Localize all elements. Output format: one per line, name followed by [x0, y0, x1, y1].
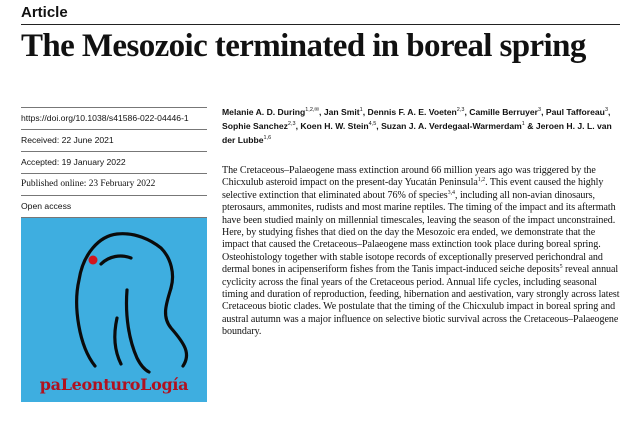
dinosaur-jaw-line: [101, 256, 131, 264]
header-rule: [21, 24, 620, 25]
abstract-text: The Cretaceous–Palaeogene mass extinction around 66 million years ago was triggered by the Chicxulub asteroid impact on the present-day Yucatán Peninsula: [222, 165, 596, 189]
cover-image: [21, 218, 207, 402]
citation-reference[interactable]: 3,4: [447, 189, 456, 196]
dinosaur-tail-line: [115, 318, 121, 364]
author-name[interactable]: Paul Tafforeau: [545, 107, 605, 117]
abstract-text: reveal annual cyclicity across the final years of the Cretaceous period. Annual life cycles, including seasonal timing and duration of reproduction, feeding, hibernation and aestivation, vary strongly across latest Cretaceous biotic clades. We postulate that the timing of the Chicxulub impact in boreal spring and austral autumn was a major influence on selective biotic survival across the Cretaceous–Palaeogene boundary.: [222, 264, 620, 338]
author-affiliation: 2,3: [456, 107, 465, 113]
abstract-text: , including all non-avian dinosaurs, pterosaurs, ammonites, rudists and most marine reptiles. The timing of the impact and its aftermath have been studied mainly on millennial timescales, leaving the season of the impact unconstrained. Here, by studying fishes that died on the day the Mesozoic era ended, we demonstrate that the impact that caused the Cretaceous–Palaeogene mass extinction took place during boreal spring. Osteohistology together with stable isotope records of exceptionally preserved perichondral and dermal bones in acipenseriform fishes from the Tanis impact-induced seiche deposits: [222, 189, 616, 276]
author-affiliation: 3: [538, 107, 542, 113]
abstract: [222, 165, 624, 339]
doi-link[interactable]: https://doi.org/10.1038/s41586-022-04446-1: [21, 107, 207, 129]
article-title: The Mesozoic terminated in boreal spring: [21, 28, 586, 64]
author-name[interactable]: Dennis F. A. E. Voeten: [367, 107, 457, 117]
author-affiliation: 3: [604, 107, 608, 113]
cover-wordmark: paLeonturoLogía: [39, 375, 189, 394]
dinosaur-eye: [89, 256, 98, 265]
author-name[interactable]: Jan Smit: [323, 107, 360, 117]
open-access-label: Open access: [21, 195, 207, 217]
dinosaur-neck-line: [166, 288, 187, 366]
author-name[interactable]: Jeroen H. J. L. van der Lubbe: [222, 121, 612, 145]
article-kicker: Article: [21, 4, 68, 21]
author-affiliation: 1: [521, 121, 525, 127]
author-name[interactable]: Koen H. W. Stein: [300, 121, 369, 131]
author-affiliation: 4,5: [368, 121, 377, 127]
author-name[interactable]: Sophie Sanchez: [222, 121, 288, 131]
author-name[interactable]: Melanie A. D. During: [222, 107, 306, 117]
dinosaur-head-outline: [77, 234, 173, 366]
author-affiliation: 2,3: [287, 121, 296, 127]
author-list: Melanie A. D. During$^{1,2,✉}$, Jan Smit$^1$, Dennis F. A. E. Voeten$^{2,3}$, Camille Berruyer$^3$, Paul Tafforeau$^3$, Sophie Sanchez$^{2,3}$, Koen H. W. Stein$^{4,5}$, Suzan J. A. Verdegaal-Warmerdam$^1$ & Jeroen H. J. L. van der Lubbe$^{1,6}$: [222, 107, 612, 145]
author-affiliation: 1: [359, 107, 363, 113]
author-name[interactable]: Suzan J. A. Verdegaal-Warmerdam: [381, 121, 522, 131]
citation-reference[interactable]: 1,2: [477, 177, 486, 184]
published-date: Published online: 23 February 2022: [21, 173, 207, 195]
citation-reference[interactable]: 5: [559, 264, 563, 271]
dinosaur-back-line: [126, 290, 149, 372]
received-date: Received: 22 June 2021: [21, 129, 207, 151]
author-name[interactable]: Camille Berruyer: [469, 107, 539, 117]
abstract-text: . This event caused the highly selective extinction that eliminated about 76% of species: [222, 177, 604, 201]
accepted-date: Accepted: 19 January 2022: [21, 151, 207, 173]
author-affiliation: 1,2,✉: [305, 107, 320, 113]
author-affiliation: 1,6: [263, 135, 272, 141]
